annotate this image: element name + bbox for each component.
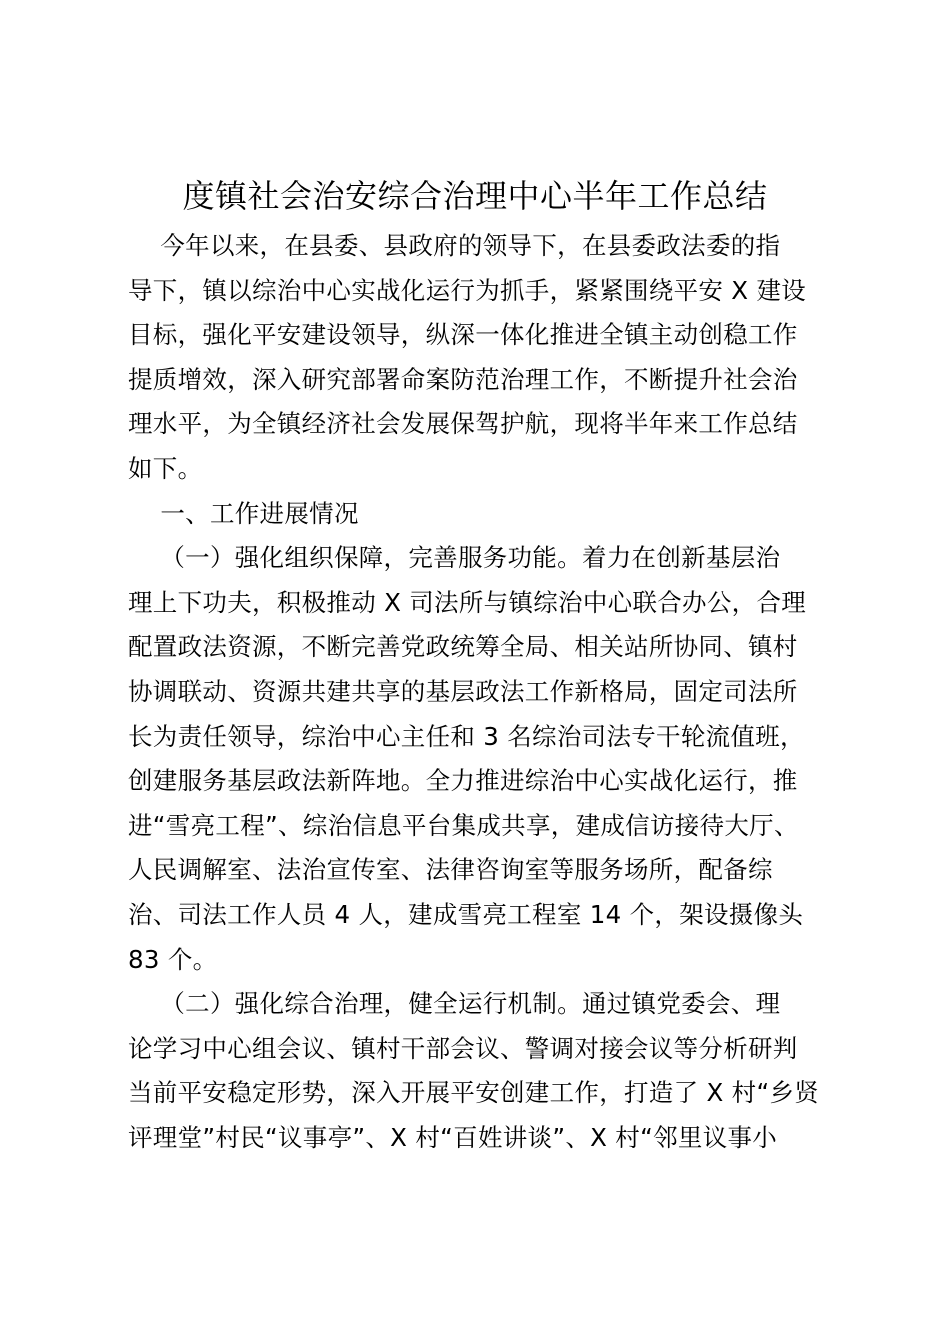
body-line: 当前平安稳定形势，深入开展平安创建工作，打造了 X 村“乡贤: [128, 1078, 820, 1108]
body-line: 理上下功夫，积极推动 X 司法所与镇综治中心联合办公，合理: [128, 587, 807, 617]
section-heading: 一、工作进展情况: [128, 498, 359, 528]
body-line: 导下，镇以综治中心实战化运行为抓手，紧紧围绕平安 X 建设: [128, 275, 807, 305]
body-line: 83 个。: [128, 944, 218, 974]
body-line: 进“雪亮工程”、综治信息平台集成共享，建成信访接待大厅、: [128, 810, 799, 840]
body-line: 提质增效，深入研究部署命案防范治理工作，不断提升社会治: [128, 364, 798, 394]
body-line: 如下。: [128, 453, 203, 483]
body-line: （一）强化组织保障，完善服务功能。着力在创新基层治: [128, 543, 781, 573]
body-line: 配置政法资源，不断完善党政统筹全局、相关站所协同、镇村: [128, 632, 798, 662]
body-line: 评理堂”村民“议事亭”、X 村“百姓讲谈”、X 村“邻里议事小: [128, 1122, 778, 1152]
body-line: 治、司法工作人员 4 人，建成雪亮工程室 14 个，架设摄像头: [128, 899, 804, 929]
body-line: 创建服务基层政法新阵地。全力推进综治中心实战化运行，推: [128, 766, 798, 796]
document-body: [128, 224, 840, 1160]
body-line: 论学习中心组会议、镇村干部会议、警调对接会议等分析研判: [128, 1033, 798, 1063]
body-line: 理水平，为全镇经济社会发展保驾护航，现将半年来工作总结: [128, 409, 798, 439]
body-line: 目标，强化平安建设领导，纵深一体化推进全镇主动创稳工作: [128, 320, 798, 350]
body-line: （二）强化综合治理，健全运行机制。通过镇党委会、理: [128, 989, 781, 1019]
document-title: 度镇社会治安综合治理中心半年工作总结: [182, 177, 768, 215]
body-line: 今年以来，在县委、县政府的领导下，在县委政法委的指: [128, 231, 781, 260]
body-line: 协调联动、资源共建共享的基层政法工作新格局，固定司法所: [128, 676, 798, 706]
body-line: 长为责任领导，综治中心主任和 3 名综治司法专干轮流值班，: [128, 721, 805, 751]
body-line: 人民调解室、法治宣传室、法律咨询室等服务场所，配备综: [128, 855, 773, 885]
